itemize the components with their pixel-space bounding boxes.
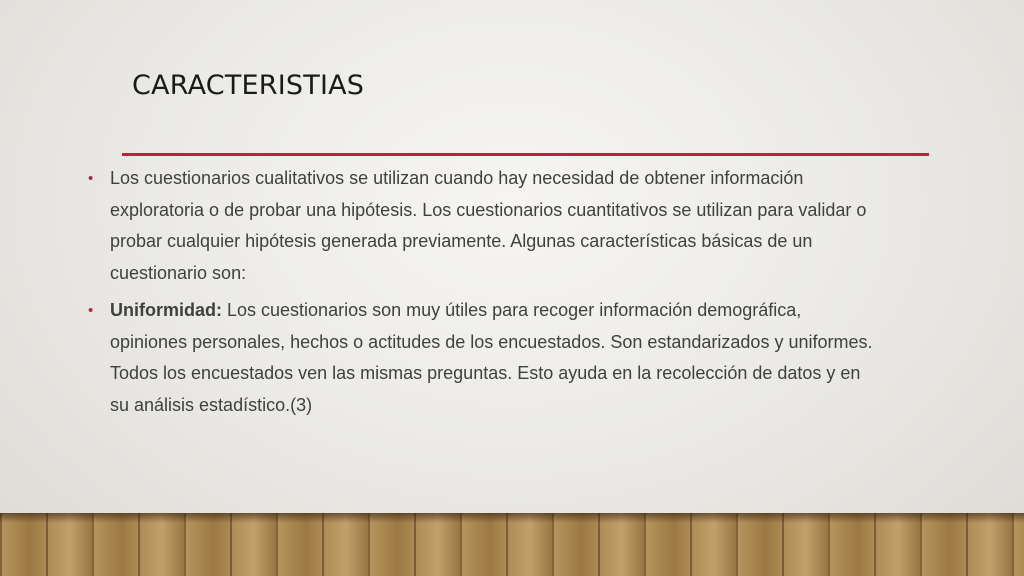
bullet-bold-label: Uniformidad: [110,300,222,320]
bullet-text: Los cuestionarios cualitativos se utilizan cuando hay necesidad de obtener información exploratoria o de probar una hipótesis. Los cuestionarios cuantitativos se utilizan para validar o probar cualquier hipótesis generada previamente. Algunas características básicas de un cuestionario son: [110,168,867,283]
bullet-icon: • [88,170,94,187]
title-divider [122,153,929,156]
bullet-text: Los cuestionarios son muy útiles para recoger información demográfica, opiniones personales, hechos o actitudes de los encuestados. Son estandarizados y uniformes. Todos los encuestados ven las mismas preguntas. Esto ayuda en la recolección de datos y en su análisis estadístico.(3) [110,300,873,415]
slide-title: CARACTERISTIAS [132,70,365,101]
wood-floor-decoration [0,513,1024,576]
bullet-icon: • [88,302,94,319]
bullet-list [88,163,878,427]
bullet-item [88,295,878,421]
bullet-item [88,163,878,289]
